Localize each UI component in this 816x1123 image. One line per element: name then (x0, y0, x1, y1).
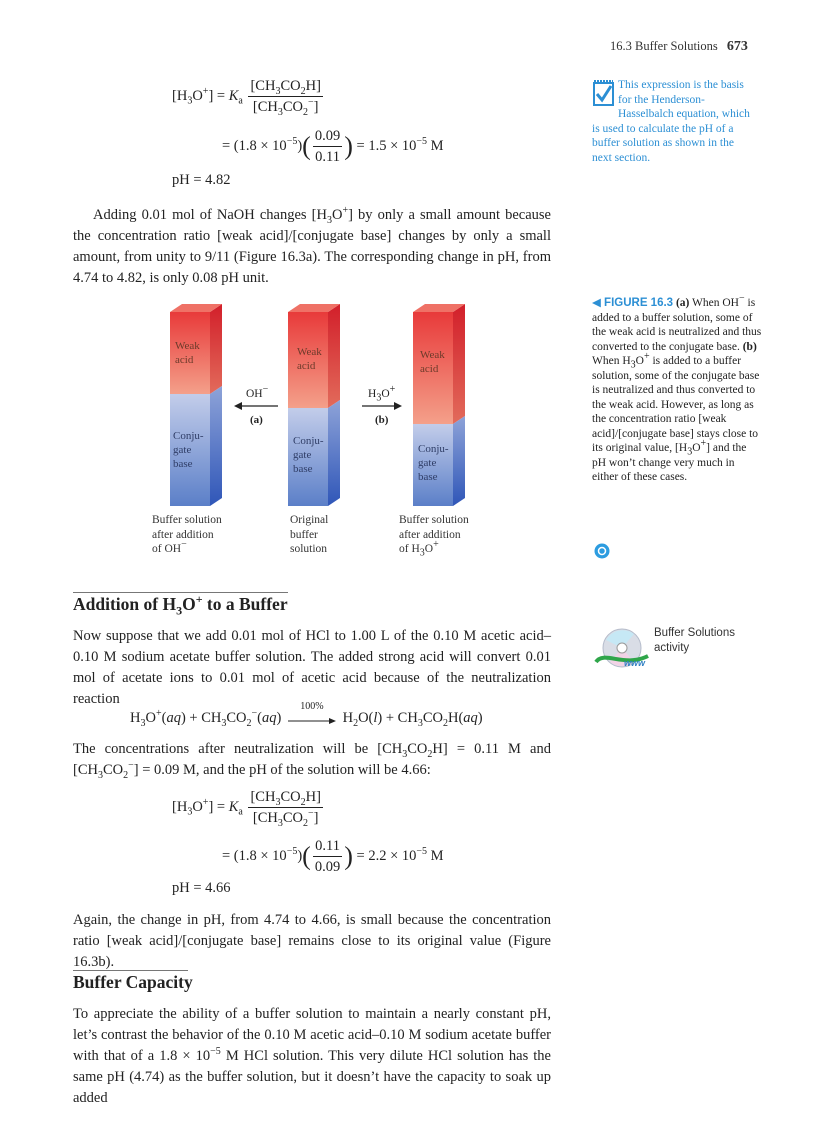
equation-ka-line2: = $(1.8 \times 10^{-5})$( $\frac{0.09}{0.11}$ ) = $1.5 \times 10^{-5}$ M (222, 128, 444, 165)
h3o-arrow-label: $H_3O^+$ (368, 384, 396, 404)
activity-label[interactable]: Buffer Solutions activity (654, 627, 735, 654)
arrow-right-icon (362, 402, 402, 410)
ratio2-numerator: 0.11 (313, 836, 342, 857)
caption-middle: Original buffer solution (290, 514, 329, 555)
section-heading-addition: Addition of $H_3O^+$ to a Buffer (73, 592, 288, 618)
reaction-arrow-icon (288, 716, 336, 726)
ratio-denominator: 0.11 (315, 149, 340, 165)
equation2-line1: $[H_3O^+] = K_a$ $\frac{[CH_3CO_2H]}{[CH_3CO_2^-]}$ (172, 789, 321, 829)
figure-caption-label: ◀ FIGURE 16.3 (592, 297, 674, 309)
label-a: (a) (250, 414, 263, 426)
running-header (610, 39, 748, 55)
figure-caption: ◀ FIGURE 16.3 (a) When OH− is added to a buffer solution, some of the weak acid is neutralized and thus converted to the conjugate base. (b) When $H_3O^+$ is added to a buffer solution, some of the conjugate base is neutralized and thus converted to the weak acid. However, as long as the concentration ratio [weak acid]/[conjugate base] stays close to its original value, $[H_3O^+]$ and the pH won’t change very much in either of these cases. (592, 293, 762, 483)
equation-ka-line1: $[H_3O^+] = K_a$ $\frac{[CH_3CO_2H]}{[CH_3CO_2^-]}$ (172, 78, 321, 118)
media-link-icon[interactable] (594, 543, 610, 559)
arrow-left-icon (234, 402, 278, 410)
beaker-left (170, 304, 222, 506)
caption-right: Buffer solution after addition of $H_3O^+$ (399, 514, 469, 559)
paragraph-hcl: Now suppose that we add 0.01 mol of HCl to 1.00 L of the 0.10 M acetic acid–0.10 M sodium acetate buffer solution. The added strong acid will convert 0.01 mol of acetate ions to 0.01 mol of acetic acid because of the neutralization reaction (73, 628, 551, 707)
label-conjugate-base-left: Conju- gate base (173, 430, 204, 470)
label-conjugate-base-middle: Conju- gate base (293, 435, 324, 475)
margin-note: This expression is the basis for the Henderson- Hasselbalch equation, which is used to calculate the pH of a buffer solution as shown in the next section. (592, 79, 750, 164)
equation2-line2: = $(1.8 \times 10^{-5})$( $\frac{0.11}{0.09}$ ) = $2.2 \times 10^{-5}$ M (222, 838, 444, 875)
neutralization-reaction: $H_3O^+(aq) + CH_3CO_2^-(aq)$ 100% $H_2O(l) + CH_3CO_2H(aq)$ (130, 700, 483, 729)
paragraph-concentrations: The concentrations after neutralization will be $[CH_3CO_2H] = 0.11$ M and $[CH_3CO_2^-] = 0.09$ M, and the pH of the solution will be 4.66: (73, 741, 551, 781)
oh-arrow-label: OH− (246, 384, 269, 400)
www-badge: www (624, 658, 646, 668)
ratio2-denominator: 0.09 (314, 859, 341, 875)
section-heading-buffer-capacity: Buffer Capacity (73, 972, 193, 992)
cd-activity-icon[interactable] (594, 628, 652, 672)
label-b: (b) (375, 414, 389, 426)
caption-left: Buffer solution after addition of OH− (152, 514, 222, 555)
label-conjugate-base-right: Conju- gate base (418, 443, 449, 483)
label-weak-acid-middle: Weak acid (297, 346, 322, 372)
section-rule-1 (73, 592, 288, 593)
paragraph-again: Again, the change in pH, from 4.74 to 4.66, is small because the concentration ratio [weak acid]/[conjugate base] remains close to its original value (Figure 16.3b). (73, 912, 551, 970)
paragraph-buffer-capacity: To appreciate the ability of a buffer solution to maintain a nearly constant pH, let’s contrast the behavior of the 0.10 M acetic acid–0.10 M sodium acetate buffer with that of a $1.8 \times 10^{-5}$ M HCl solution. This very dilute HCl solution has the same pH (4.74) as the buffer solution, but it doesn’t have the capacity to soak up added (73, 1006, 551, 1106)
label-weak-acid-left: Weak acid (175, 340, 200, 366)
reaction-arrow-label: 100% (300, 700, 324, 712)
page-number: 673 (726, 39, 748, 54)
section-rule-2 (73, 970, 188, 971)
ph-result-1: pH = 4.82 (172, 172, 231, 188)
ratio-numerator: 0.09 (313, 126, 342, 147)
label-weak-acid-right: Weak acid (420, 349, 445, 375)
section-title: 16.3 Buffer Solutions (610, 39, 718, 53)
ph-result-2: pH = 4.66 (172, 880, 231, 896)
paragraph-naoh: Adding 0.01 mol of NaOH changes $[H_3O^+]$ by only a small amount because the concentration ratio [weak acid]/[conjugate base] changes by only a small amount, from unity to 9/11 (Figure 16.3a). The corresponding change in pH, from 4.74 to 4.82, is only 0.08 pH unit. (73, 205, 551, 286)
